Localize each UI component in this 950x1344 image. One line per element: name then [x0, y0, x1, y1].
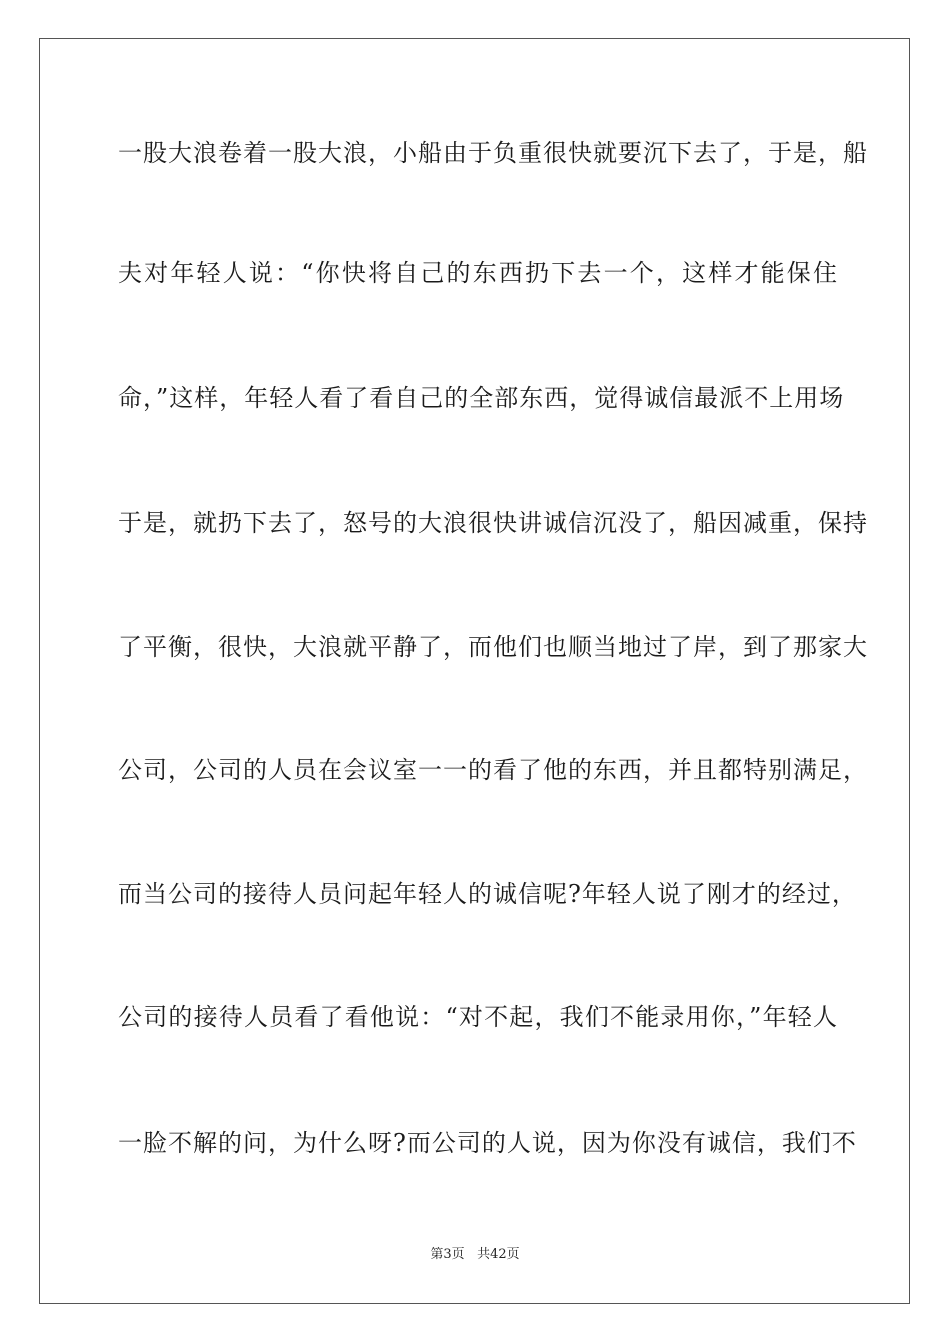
- body-text-line: 了平衡，很快，大浪就平静了，而他们也顺当地过了岸，到了那家大: [118, 633, 868, 661]
- page-frame: [39, 38, 910, 1304]
- body-text-line: 而当公司的接待人员问起年轻人的诚信呢?年轻人说了刚才的经过，: [118, 880, 857, 908]
- body-text-line: 公司的接待人员看了看他说：“对不起，我们不能录用你，”年轻人: [118, 1003, 838, 1031]
- body-text-line: 一脸不解的问，为什么呀?而公司的人说，因为你没有诚信，我们不: [118, 1129, 857, 1157]
- page-number: 第3页: [430, 1247, 465, 1262]
- body-text-line: 命，”这样，年轻人看了看自己的全部东西，觉得诚信最派不上用场: [118, 384, 845, 412]
- page-footer: [0, 1246, 950, 1264]
- body-text-line: 公司，公司的人员在会议室一一的看了他的东西，并且都特别满足，: [118, 756, 868, 784]
- body-text-line: 夫对年轻人说：“你快将自己的东西扔下去一个，这样才能保住: [118, 259, 838, 287]
- page-total: 共42页: [477, 1247, 520, 1262]
- body-text-line: 一股大浪卷着一股大浪，小船由于负重很快就要沉下去了，于是，船: [118, 139, 868, 167]
- body-text-line: 于是，就扔下去了，怒号的大浪很快讲诚信沉没了，船因减重，保持: [118, 509, 868, 537]
